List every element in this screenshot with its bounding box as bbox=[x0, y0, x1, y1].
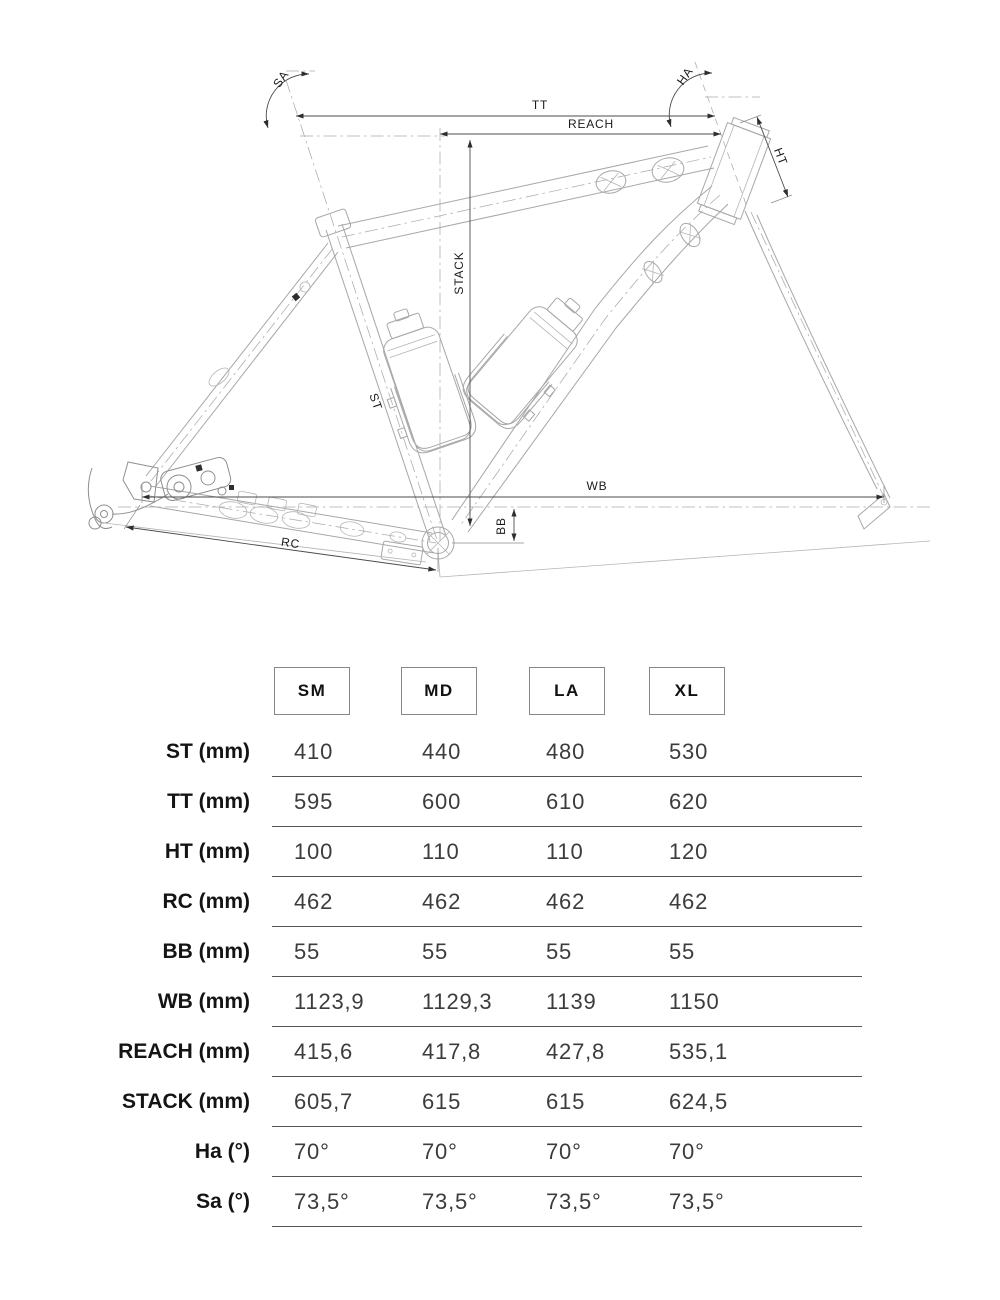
row-label: Ha (°) bbox=[194, 1139, 250, 1163]
dimension-label-rc: RC bbox=[280, 534, 301, 552]
cell: 110 bbox=[422, 838, 460, 864]
cell: 1139 bbox=[546, 988, 597, 1014]
table-row-wb bbox=[157, 977, 862, 1027]
table-row-tt bbox=[167, 777, 862, 827]
frame-geometry-diagram bbox=[0, 0, 1000, 645]
cell: 1129,3 bbox=[422, 988, 493, 1014]
cell: 600 bbox=[422, 788, 462, 814]
cell: 415,6 bbox=[294, 1038, 354, 1064]
head-tube bbox=[695, 116, 773, 226]
cell: 73,5° bbox=[294, 1188, 350, 1214]
rear-derailleur bbox=[88, 456, 426, 562]
dimension-label-stack: STACK bbox=[452, 251, 466, 295]
geometry-table bbox=[118, 727, 862, 1227]
row-label: TT (mm) bbox=[167, 789, 250, 813]
row-label: Sa (°) bbox=[196, 1189, 250, 1213]
cell: 535,1 bbox=[669, 1038, 729, 1064]
dimension-tt bbox=[296, 98, 715, 116]
row-label: BB (mm) bbox=[162, 939, 250, 963]
cell: 440 bbox=[422, 738, 462, 764]
bike-frame-drawing bbox=[88, 62, 934, 577]
dimension-label-sa: SA bbox=[270, 67, 292, 91]
cell: 55 bbox=[546, 938, 573, 964]
dimension-label-bb: BB bbox=[494, 517, 508, 535]
dimension-label-tt: TT bbox=[531, 98, 549, 112]
cell: 70° bbox=[294, 1138, 330, 1164]
size-header-md: MD bbox=[401, 667, 477, 715]
dimension-wb bbox=[142, 479, 884, 503]
dimension-ht bbox=[740, 115, 792, 203]
cell: 73,5° bbox=[546, 1188, 602, 1214]
cell: 615 bbox=[546, 1088, 586, 1114]
cell: 610 bbox=[546, 788, 586, 814]
dimension-label-wb: WB bbox=[586, 479, 608, 493]
table-row-rc bbox=[162, 877, 862, 927]
cell: 410 bbox=[294, 738, 334, 764]
cell: 100 bbox=[294, 838, 334, 864]
cell: 462 bbox=[422, 888, 462, 914]
cell: 70° bbox=[669, 1138, 705, 1164]
cell: 530 bbox=[669, 738, 709, 764]
dimension-ha bbox=[669, 64, 760, 127]
head-tube-axis bbox=[695, 62, 747, 207]
dimension-reach bbox=[300, 117, 721, 136]
cell: 70° bbox=[546, 1138, 582, 1164]
cell: 1150 bbox=[669, 988, 720, 1014]
row-label: ST (mm) bbox=[166, 739, 250, 763]
table-row-reach bbox=[118, 1027, 862, 1077]
table-row-bb bbox=[162, 927, 862, 977]
table-row-stack bbox=[122, 1077, 862, 1127]
row-label: REACH (mm) bbox=[118, 1039, 250, 1063]
cell: 427,8 bbox=[546, 1038, 606, 1064]
cell: 55 bbox=[669, 938, 696, 964]
dimension-st bbox=[366, 391, 385, 412]
cell: 110 bbox=[546, 838, 584, 864]
table-row-ht bbox=[164, 827, 862, 877]
table-row-sa bbox=[196, 1177, 862, 1227]
row-label: RC (mm) bbox=[162, 889, 250, 913]
seat-tube-axis bbox=[286, 80, 438, 543]
dimension-label-ha: HA bbox=[674, 64, 696, 88]
ground-line bbox=[440, 541, 930, 577]
cell: 120 bbox=[669, 838, 709, 864]
cell: 620 bbox=[669, 788, 709, 814]
cell: 462 bbox=[669, 888, 709, 914]
size-header-xl: XL bbox=[649, 667, 725, 715]
dimension-stack bbox=[440, 128, 470, 543]
dimension-bb bbox=[452, 509, 524, 543]
dimension-sa bbox=[266, 68, 315, 128]
cell: 462 bbox=[546, 888, 586, 914]
cell: 605,7 bbox=[294, 1088, 354, 1114]
cell: 615 bbox=[422, 1088, 462, 1114]
row-label: STACK (mm) bbox=[122, 1089, 250, 1113]
cell: 480 bbox=[546, 738, 586, 764]
cell: 73,5° bbox=[669, 1188, 725, 1214]
dimension-label-st: ST bbox=[366, 391, 386, 412]
row-label: WB (mm) bbox=[157, 989, 250, 1013]
cell: 1123,9 bbox=[294, 988, 365, 1014]
water-bottle-seat-tube bbox=[361, 299, 479, 459]
cell: 417,8 bbox=[422, 1038, 482, 1064]
cell: 70° bbox=[422, 1138, 458, 1164]
table-row-st bbox=[166, 727, 862, 777]
cell: 55 bbox=[422, 938, 449, 964]
cell: 595 bbox=[294, 788, 334, 814]
table-row-ha bbox=[194, 1127, 862, 1177]
row-label: HT (mm) bbox=[164, 839, 250, 863]
size-header-sm: SM bbox=[274, 667, 350, 715]
cell: 624,5 bbox=[669, 1088, 729, 1114]
size-header-row bbox=[272, 667, 862, 715]
dimension-label-ht: HT bbox=[771, 145, 791, 168]
cell: 55 bbox=[294, 938, 321, 964]
dimension-label-reach: REACH bbox=[567, 117, 615, 131]
size-header-la: LA bbox=[529, 667, 605, 715]
cell: 73,5° bbox=[422, 1188, 478, 1214]
fork-axis bbox=[751, 212, 884, 497]
water-bottle-down-tube bbox=[457, 280, 606, 438]
cell: 462 bbox=[294, 888, 334, 914]
